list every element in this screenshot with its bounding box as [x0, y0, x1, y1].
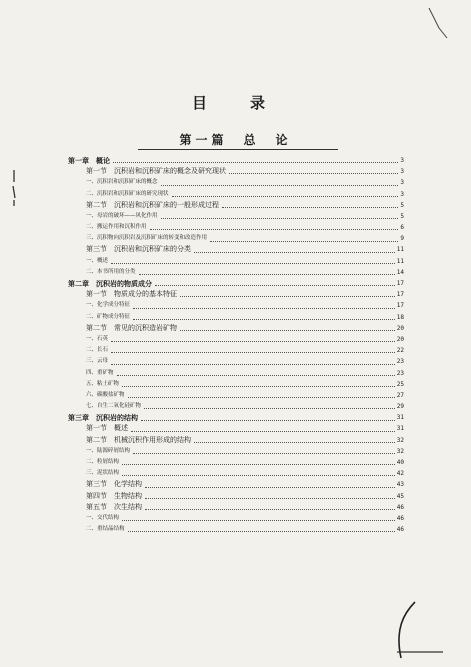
table-of-contents — [68, 155, 404, 535]
toc-entry-label: 一、化学成分特征 — [86, 302, 131, 309]
dot-leader — [111, 351, 395, 353]
dot-leader — [145, 486, 395, 488]
toc-entry-label: 第三节 化学结构 — [86, 480, 142, 489]
toc-page-number: 20 — [396, 335, 404, 343]
toc-page-number: 9 — [400, 235, 404, 243]
toc-page-number: 46 — [396, 514, 404, 522]
toc-section-entry — [68, 479, 404, 490]
toc-entry-label: 第二节 沉积岩和沉积矿床的一般形成过程 — [86, 200, 219, 209]
dot-leader — [145, 497, 395, 499]
part-title: 第一篇 总 论 — [179, 133, 292, 147]
toc-entry-label: 一、沉积岩和沉积矿床的概念 — [86, 179, 158, 186]
toc-section-entry — [68, 491, 404, 502]
toc-entry-label: 第一节 物质成分的基本特征 — [86, 290, 177, 299]
toc-page-number: 3 — [400, 156, 404, 164]
toc-page-number: 23 — [396, 369, 404, 377]
toc-entry-label: 一、概述 — [86, 257, 109, 264]
toc-page-number: 17 — [396, 302, 404, 310]
toc-sub-entry — [68, 300, 404, 311]
toc-entry-label: 一、交代结构 — [86, 514, 120, 521]
page-title: 目 录 — [191, 94, 279, 112]
toc-page-number: 14 — [396, 268, 404, 276]
toc-entry-label: 三、沉积物向沉积岩及沉积矿床的转变和改造作用 — [86, 235, 208, 242]
toc-page-number: 3 — [400, 190, 404, 198]
dot-leader — [145, 508, 395, 510]
toc-chapter-entry — [68, 412, 404, 423]
dot-leader — [161, 217, 399, 219]
toc-sub-entry — [68, 457, 404, 468]
toc-section-entry — [68, 166, 404, 177]
toc-sub-entry — [68, 177, 404, 188]
toc-entry-label: 第四节 生物结构 — [86, 491, 142, 500]
toc-page-number: 29 — [396, 403, 404, 411]
dot-leader — [113, 161, 398, 163]
toc-sub-entry — [68, 211, 404, 222]
toc-page-number: 31 — [396, 425, 404, 433]
toc-page-number: 20 — [396, 324, 404, 332]
toc-sub-entry — [68, 368, 404, 379]
toc-sub-entry — [68, 356, 404, 367]
dot-leader — [144, 407, 395, 409]
dot-leader — [150, 228, 399, 230]
toc-page-number: 11 — [396, 246, 404, 254]
dot-leader — [210, 240, 398, 242]
dot-leader — [229, 172, 398, 174]
toc-entry-label: 三、泥状结构 — [86, 470, 120, 477]
toc-sub-entry — [68, 267, 404, 278]
dot-leader — [133, 318, 395, 320]
toc-sub-entry — [68, 345, 404, 356]
toc-entry-label: 第二节 机械沉积作用形成的结构 — [86, 435, 191, 444]
toc-section-entry — [68, 200, 404, 211]
toc-entry-label: 七、自生二氧化硅矿物 — [86, 403, 142, 410]
toc-page-number: 22 — [396, 347, 404, 355]
toc-entry-label: 二、沉积岩和沉积矿床的研究现状 — [86, 190, 169, 197]
dot-leader — [111, 340, 395, 342]
toc-section-entry — [68, 289, 404, 300]
toc-entry-label: 五、粘土矿物 — [86, 380, 120, 387]
dot-leader — [161, 184, 399, 186]
toc-entry-label: 第三章 沉积岩的结构 — [68, 413, 138, 423]
toc-entry-label: 二、矿物成分特征 — [86, 313, 131, 320]
toc-sub-entry — [68, 233, 404, 244]
toc-page-number: 3 — [400, 179, 404, 187]
title-divider — [138, 149, 338, 150]
toc-entry-label: 二、长石 — [86, 347, 109, 354]
toc-chapter-entry — [68, 155, 404, 166]
toc-entry-label: 二、粒屑结构 — [86, 459, 120, 466]
toc-entry-label: 四、重矿物 — [86, 369, 114, 376]
toc-sub-entry — [68, 390, 404, 401]
toc-sub-entry — [68, 222, 404, 233]
toc-entry-label: 二、重结晶结构 — [86, 526, 125, 533]
dot-leader — [111, 262, 395, 264]
toc-page-number: 23 — [396, 358, 404, 366]
dot-leader — [180, 295, 395, 297]
dot-leader — [141, 419, 395, 421]
toc-sub-entry — [68, 524, 404, 535]
pen-mark-bottom-right — [385, 600, 445, 660]
toc-page-number: 18 — [396, 313, 404, 321]
dot-leader — [139, 273, 395, 275]
toc-page-number: 5 — [400, 201, 404, 209]
dot-leader — [194, 441, 395, 443]
toc-page-number: 43 — [396, 481, 404, 489]
toc-page-number: 32 — [396, 436, 404, 444]
toc-sub-entry — [68, 312, 404, 323]
toc-section-entry — [68, 245, 404, 256]
toc-entry-label: 二、本书所用的分类 — [86, 268, 136, 275]
toc-sub-entry — [68, 468, 404, 479]
toc-page-number: 27 — [396, 391, 404, 399]
binding-mark-left — [10, 168, 18, 208]
dot-leader — [122, 474, 395, 476]
toc-page-number: 17 — [396, 280, 404, 288]
dot-leader — [155, 284, 395, 286]
dot-leader — [122, 519, 395, 521]
dot-leader — [222, 206, 398, 208]
toc-page-number: 11 — [396, 257, 404, 265]
dot-leader — [172, 195, 399, 197]
toc-chapter-entry — [68, 278, 404, 289]
toc-sub-entry — [68, 189, 404, 200]
toc-entry-label: 第三节 沉积岩和沉积矿床的分类 — [86, 245, 191, 254]
toc-section-entry — [68, 323, 404, 334]
toc-entry-label: 第二章 沉积岩的物质成分 — [68, 279, 152, 289]
dot-leader — [133, 452, 395, 454]
toc-page-number: 6 — [400, 224, 404, 232]
dot-leader — [128, 530, 395, 532]
toc-page-number: 45 — [396, 492, 404, 500]
toc-sub-entry — [68, 401, 404, 412]
toc-section-entry — [68, 435, 404, 446]
toc-entry-label: 一、陆源碎屑结构 — [86, 447, 131, 454]
toc-entry-label: 六、碳酸盐矿物 — [86, 391, 125, 398]
toc-entry-label: 三、云母 — [86, 358, 109, 365]
toc-section-entry — [68, 424, 404, 435]
pen-mark-top-right — [427, 6, 449, 40]
toc-entry-label: 第一节 沉积岩和沉积矿床的概念及研究现状 — [86, 167, 226, 176]
toc-section-entry — [68, 502, 404, 513]
toc-page-number: 31 — [396, 414, 404, 422]
toc-entry-label: 第一章 概论 — [68, 155, 110, 165]
toc-page-number: 32 — [396, 447, 404, 455]
toc-page-number: 17 — [396, 291, 404, 299]
toc-page-number: 42 — [396, 470, 404, 478]
dot-leader — [131, 430, 395, 432]
dot-leader — [111, 363, 395, 365]
dot-leader — [133, 307, 395, 309]
toc-entry-label: 第一节 概述 — [86, 424, 128, 433]
toc-entry-label: 第五节 次生结构 — [86, 502, 142, 511]
dot-leader — [117, 374, 395, 376]
dot-leader — [128, 396, 395, 398]
dot-leader — [194, 251, 395, 253]
dot-leader — [180, 329, 395, 331]
toc-entry-label: 一、母岩的破坏——风化作用 — [86, 212, 158, 219]
toc-sub-entry — [68, 256, 404, 267]
toc-entry-label: 第二节 常见的沉积造岩矿物 — [86, 323, 177, 332]
toc-page-number: 40 — [396, 459, 404, 467]
toc-page-number: 46 — [396, 526, 404, 534]
toc-sub-entry — [68, 513, 404, 524]
dot-leader — [122, 385, 395, 387]
toc-page-number: 25 — [396, 380, 404, 388]
toc-sub-entry — [68, 379, 404, 390]
toc-sub-entry — [68, 446, 404, 457]
toc-entry-label: 一、石英 — [86, 335, 109, 342]
toc-page-number: 3 — [400, 168, 404, 176]
toc-page-number: 46 — [396, 503, 404, 511]
toc-page-number: 5 — [400, 212, 404, 220]
dot-leader — [122, 463, 395, 465]
toc-sub-entry — [68, 334, 404, 345]
toc-entry-label: 二、搬运作用和沉积作用 — [86, 224, 147, 231]
